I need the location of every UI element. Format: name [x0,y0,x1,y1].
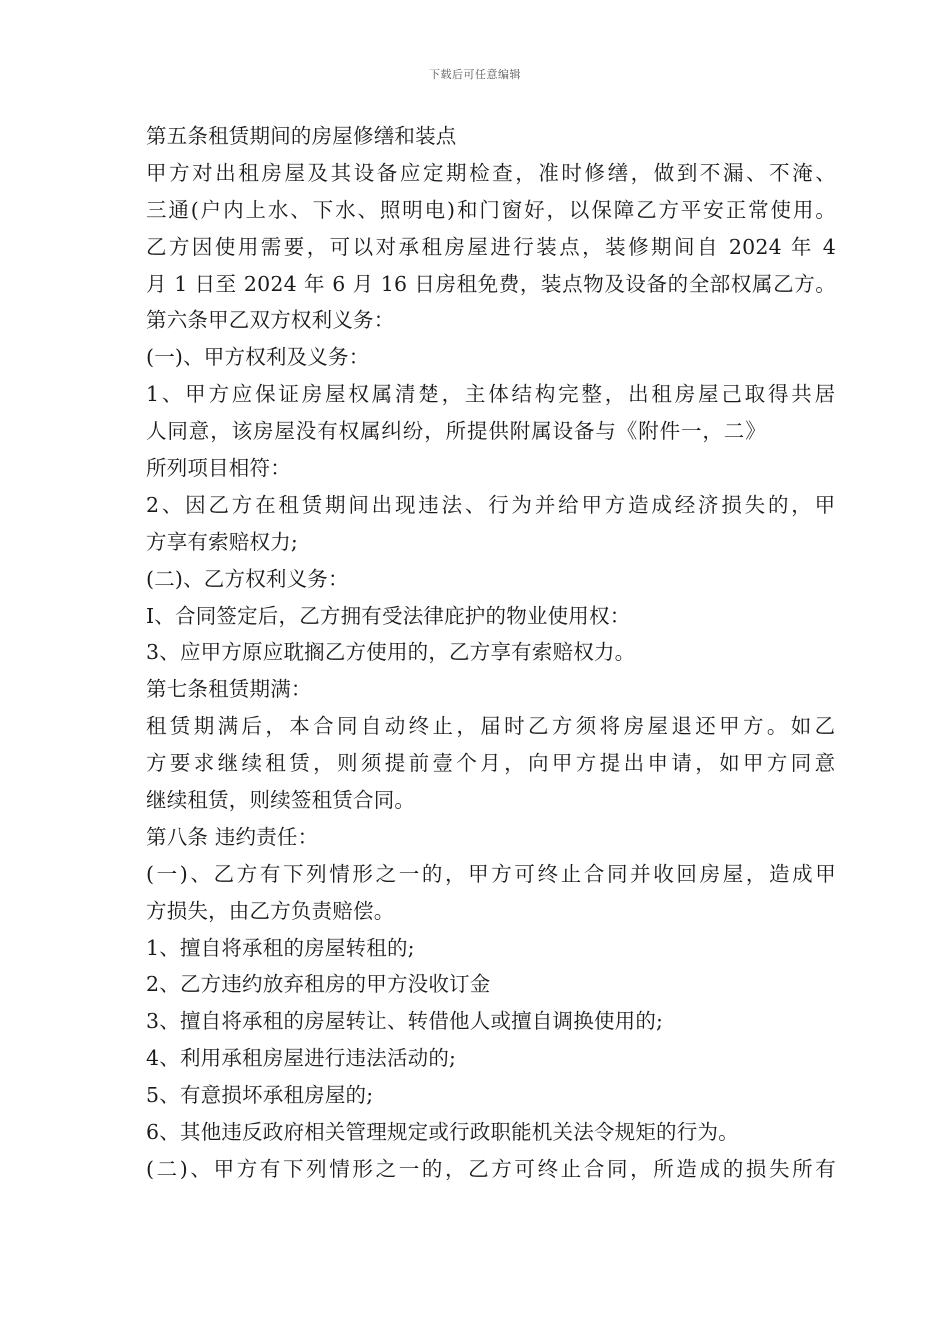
list-item: 4、利用承租房屋进行违法活动的; [146,1046,457,1071]
paragraph-line: 2、因乙方在租赁期间出现违法、行为并给甲方造成经济损失的，甲 [146,492,836,517]
paragraph-line: 三通(户内上水、下水、照明电)和门窗好，以保障乙方平安正常使用。 [146,197,836,222]
paragraph-line: (二)、甲方有下列情形之一的，乙方可终止合同，所造成的损失所有 [146,1156,836,1181]
paragraph-line: (一)、乙方有下列情形之一的，甲方可终止合同并收回房屋，造成甲 [146,861,836,886]
subsection-heading: (二)、乙方权利义务： [146,566,349,591]
list-item: 2、乙方违约放弃租房的甲方没收订金 [146,972,491,997]
paragraph-line: 月 1 日至 2024 年 6 月 16 日房租免费，装点物及设备的全部权属乙方。 [146,271,836,296]
subsection-heading: (一)、甲方权利及义务： [146,345,370,370]
paragraph-line: 方享有索赔权力; [146,529,299,554]
paragraph-line: 3、应甲方原应耽搁乙方使用的，乙方享有索赔权力。 [146,640,636,665]
list-item: 1、擅自将承租的房屋转租的; [146,935,415,960]
paragraph-line: 甲方对出租房屋及其设备应定期检查，准时修缮，做到不漏、不淹、 [146,160,836,185]
section-heading-article-6: 第六条甲乙双方权利义务： [146,308,395,333]
paragraph-line: 1、甲方应保证房屋权属清楚，主体结构完整，出租房屋己取得共居 [146,382,836,407]
section-heading-article-5: 第五条租赁期间的房屋修缮和装点 [146,124,457,148]
list-item: 3、擅自将承租的房屋转让、转借他人或擅自调换使用的; [146,1009,664,1034]
paragraph-line: 继续租赁，则续签租赁合同。 [146,788,416,813]
paragraph-line: 方要求继续租赁，则须提前壹个月，向甲方提出申请，如甲方同意 [146,751,836,776]
section-heading-article-7: 第七条租赁期满： [146,677,312,702]
paragraph-line: 所列项目相符： [146,456,291,481]
page-header: 下载后可任意编辑 [429,68,521,81]
paragraph-line: 人同意，该房屋没有权属纠纷，所提供附属设备与《附件一，二》 [146,419,767,444]
document-body [146,118,836,1188]
paragraph-line: 方损失，由乙方负责赔偿。 [146,898,395,923]
paragraph-line: 乙方因使用需要，可以对承租房屋进行装点，装修期间自 2024 年 4 [146,234,836,259]
paragraph-line: 租赁期满后，本合同自动终止，届时乙方须将房屋退还甲方。如乙 [146,714,836,739]
list-item: 5、有意损坏承租房屋的; [146,1083,374,1108]
section-heading-article-8: 第八条 违约责任： [146,824,319,849]
paragraph-line: I、合同签定后，乙方拥有受法律庇护的物业使用权： [146,603,631,628]
list-item: 6、其他违反政府相关管理规定或行政职能机关法令规矩的行为。 [146,1120,739,1145]
